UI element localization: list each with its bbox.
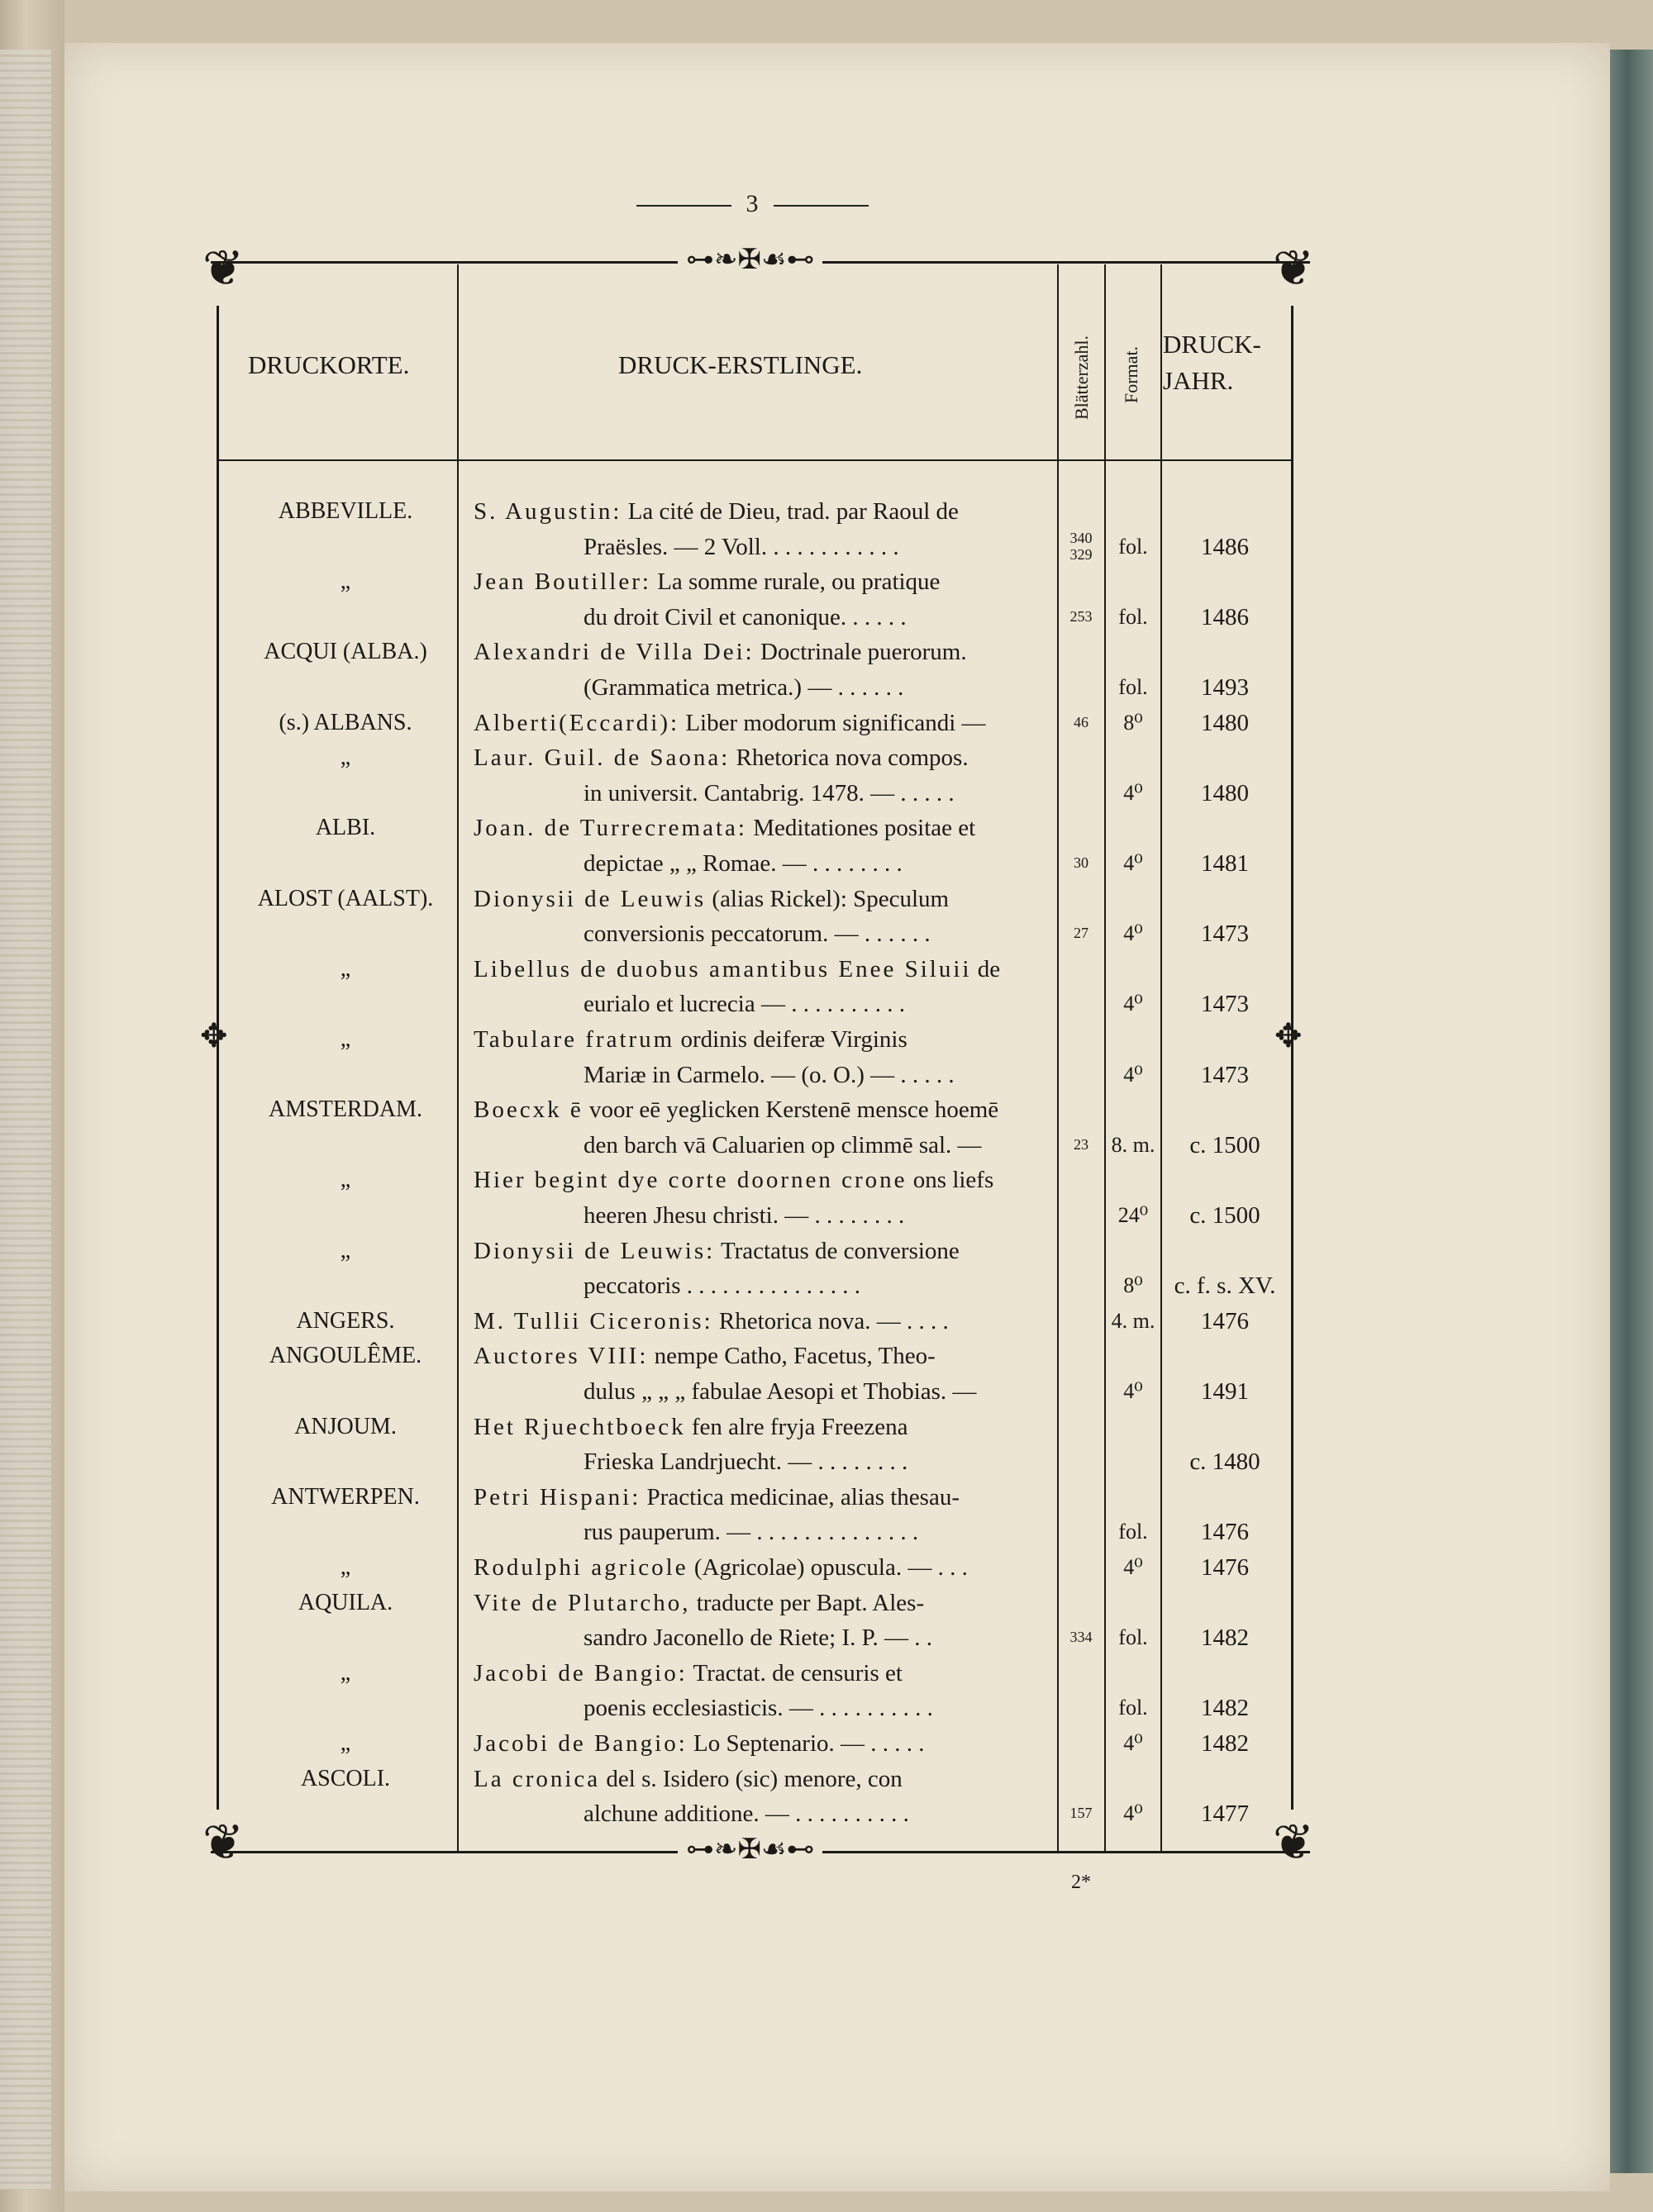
row-place: „ xyxy=(340,568,351,595)
row-author: La cronica xyxy=(474,1765,601,1792)
row-title: La somme rurale, ou pratique xyxy=(657,568,941,596)
row-leaves-value: 30 xyxy=(1074,854,1089,871)
row-title: Rhetorica nova compos. xyxy=(736,744,969,772)
row-format: 4⁰ xyxy=(1123,921,1143,946)
header-druckorte: DRUCKORTE. xyxy=(248,350,410,379)
row-title: voor eē yeglicken Kerstenē mensce hoemē xyxy=(588,1096,999,1124)
row-format: 4⁰ xyxy=(1123,1801,1143,1826)
row-format: fol. xyxy=(1118,1696,1148,1720)
row-leaves-value: 340 xyxy=(1069,529,1093,546)
header-druck-erstlinge: DRUCK-ERSTLINGE. xyxy=(618,350,863,379)
row-leaves-value: 27 xyxy=(1074,925,1089,942)
row-entry xyxy=(474,1586,1056,1620)
row-year: 1486 xyxy=(1201,533,1249,560)
row-title: fen alre fryja Freezena xyxy=(691,1413,908,1440)
row-author: Rodulphi agricole xyxy=(474,1554,688,1581)
row-entry-continued: dulus „ „ „ fabulae Aesopi et Thobias. — xyxy=(584,1378,977,1405)
row-entry xyxy=(474,740,1056,775)
row-leaves xyxy=(1059,1805,1103,1821)
row-place: ACQUI (ALBA.) xyxy=(264,639,427,665)
row-place: „ xyxy=(340,744,351,771)
row-entry xyxy=(474,1656,1056,1691)
row-format: fol. xyxy=(1118,604,1148,629)
row-place: ANGOULÊME. xyxy=(269,1343,422,1369)
row-entry-continued: Mariæ in Carmelo. — (o. O.) — . . . . . xyxy=(584,1061,955,1088)
row-year: 1482 xyxy=(1201,1695,1249,1722)
row-entry xyxy=(474,494,1056,529)
row-place: „ xyxy=(340,955,351,982)
row-entry xyxy=(474,952,1056,987)
row-author: Dionysii de Leuwis: xyxy=(474,1237,716,1264)
row-year: 1493 xyxy=(1201,674,1249,701)
row-entry xyxy=(474,1762,1056,1796)
row-place: AQUILA. xyxy=(298,1589,393,1615)
row-place: ANJOUM. xyxy=(294,1413,397,1439)
row-leaves xyxy=(1059,925,1103,941)
row-year: c. 1480 xyxy=(1189,1449,1260,1476)
row-entry-continued: den barch vā Caluarien op climmē sal. — xyxy=(584,1131,982,1158)
row-entry-continued: conversionis peccatorum. — . . . . . . xyxy=(584,920,931,948)
row-year: 1486 xyxy=(1201,603,1249,630)
row-title: ons liefs xyxy=(912,1167,994,1194)
row-entry xyxy=(474,1163,1056,1197)
row-entry-continued: rus pauperum. — . . . . . . . . . . . . . . xyxy=(584,1519,919,1546)
row-author: Dionysii de Leuwis xyxy=(474,885,707,912)
row-year: 1480 xyxy=(1201,779,1249,806)
row-author: Boecxk ē xyxy=(474,1096,584,1124)
row-entry-continued: Praësles. — 2 Voll. . . . . . . . . . . . xyxy=(584,533,899,560)
row-entry-continued: depictae „ „ Romae. — . . . . . . . . xyxy=(584,850,903,877)
row-leaves xyxy=(1059,714,1103,730)
row-leaves-value: 23 xyxy=(1074,1135,1089,1153)
row-entry-continued: peccatoris . . . . . . . . . . . . . . . xyxy=(584,1272,861,1300)
row-author: Laur. Guil. de Saona: xyxy=(474,744,731,772)
header-format: Format. xyxy=(1121,345,1141,403)
corner-ornament-icon: ❦ xyxy=(202,241,245,296)
row-year: 1482 xyxy=(1201,1730,1249,1757)
row-entry xyxy=(474,1022,1056,1057)
row-place: ABBEVILLE. xyxy=(278,498,413,524)
row-author: S. Augustin: xyxy=(474,498,622,525)
row-year: 1473 xyxy=(1201,1061,1249,1088)
frame-left-rule xyxy=(217,306,219,1810)
row-leaves-value-2: 329 xyxy=(1069,545,1093,563)
side-ornament-icon: ✥ xyxy=(200,1017,228,1054)
row-author: Hier begint dye corte doornen crone xyxy=(474,1167,907,1194)
header-rule xyxy=(217,459,1291,461)
row-place: „ xyxy=(340,1730,351,1756)
row-title: (alias Rickel): Speculum xyxy=(712,885,950,912)
signature-mark: 2* xyxy=(1071,1872,1091,1893)
row-author: Auctores VIII: xyxy=(474,1343,649,1370)
row-title: Tractatus de conversione xyxy=(720,1237,960,1264)
row-entry-continued: eurialo et lucrecia — . . . . . . . . . . xyxy=(584,991,905,1018)
ornament-bottom-icon: ⊶❧✠☙⊷ xyxy=(678,1836,822,1864)
row-author: Joan. de Turrecremata: xyxy=(474,815,747,842)
ornament-top-icon: ⊶❧✠☙⊷ xyxy=(678,246,822,274)
row-title: Meditationes positae et xyxy=(753,815,976,842)
row-format: 24⁰ xyxy=(1117,1203,1149,1227)
row-title: Tractat. de censuris et xyxy=(693,1659,903,1686)
row-title: Liber modorum significandi — xyxy=(685,709,986,736)
row-place: ALBI. xyxy=(315,815,376,841)
row-entry xyxy=(474,635,1056,669)
row-leaves-value: 157 xyxy=(1069,1805,1093,1822)
row-entry-continued: Frieska Landrjuecht. — . . . . . . . . xyxy=(584,1449,908,1476)
row-author: Vite de Plutarcho, xyxy=(474,1589,691,1616)
frame-right-rule xyxy=(1291,306,1293,1810)
row-place: „ xyxy=(340,1167,351,1193)
row-entry-continued: in universit. Cantabrig. 1478. — . . . . . xyxy=(584,779,955,806)
row-author: Jean Boutiller: xyxy=(474,568,651,596)
row-format: 4⁰ xyxy=(1123,1062,1143,1087)
row-author: Jacobi de Bangio: xyxy=(474,1659,688,1686)
row-title: nempe Catho, Facetus, Theo- xyxy=(654,1343,936,1370)
row-place: AMSTERDAM. xyxy=(269,1096,422,1123)
row-entry xyxy=(474,882,1056,916)
row-title: de xyxy=(977,955,1001,982)
row-author: Tabulare fratrum xyxy=(474,1026,675,1053)
row-year: 1473 xyxy=(1201,991,1249,1018)
row-entry xyxy=(474,811,1056,845)
row-title: ordinis deiferæ Virginis xyxy=(680,1026,907,1053)
row-year: c. 1500 xyxy=(1189,1131,1260,1158)
row-place: ANTWERPEN. xyxy=(271,1483,420,1510)
row-place: „ xyxy=(340,1659,351,1686)
row-format: 4. m. xyxy=(1111,1308,1155,1333)
row-place: (s.) ALBANS. xyxy=(279,709,412,735)
row-leaves xyxy=(1059,608,1103,625)
row-format: fol. xyxy=(1118,1625,1148,1650)
row-entry-continued: sandro Jaconello de Riete; I. P. — . . xyxy=(584,1625,933,1652)
row-title: Doctrinale puerorum. xyxy=(760,639,967,666)
row-leaves-value: 334 xyxy=(1069,1629,1093,1646)
row-format: 4⁰ xyxy=(1123,1555,1143,1579)
row-entry xyxy=(474,706,1056,740)
row-title: del s. Isidero (sic) menore, con xyxy=(606,1765,903,1792)
row-year: 1477 xyxy=(1201,1801,1249,1828)
row-year: 1476 xyxy=(1201,1554,1249,1581)
row-entry-continued: heeren Jhesu christi. — . . . . . . . . xyxy=(584,1202,905,1229)
row-format: 8⁰ xyxy=(1123,1273,1143,1298)
row-year: 1473 xyxy=(1201,920,1249,948)
corner-ornament-icon: ❦ xyxy=(1272,1815,1315,1870)
row-place: „ xyxy=(340,1026,351,1052)
row-author: M. Tullii Ciceronis: xyxy=(474,1307,713,1334)
page-number: 3 xyxy=(620,190,884,218)
row-entry xyxy=(474,1092,1056,1127)
row-place: ALOST (AALST). xyxy=(257,885,434,911)
row-format: 8⁰ xyxy=(1123,710,1143,735)
row-entry xyxy=(474,564,1056,599)
row-format: 4⁰ xyxy=(1123,780,1143,805)
binding-cloth-left xyxy=(0,50,51,2190)
row-year: 1481 xyxy=(1201,850,1249,877)
row-place: „ xyxy=(340,1237,351,1263)
row-format: fol. xyxy=(1118,1520,1148,1544)
row-entry xyxy=(474,1234,1056,1268)
row-format: 4⁰ xyxy=(1123,1731,1143,1755)
row-author: Jacobi de Bangio: xyxy=(474,1730,688,1757)
row-place: ASCOLI. xyxy=(300,1765,391,1791)
row-author: Het Rjuechtboeck xyxy=(474,1413,686,1440)
row-leaves xyxy=(1059,1136,1103,1153)
row-year: 1480 xyxy=(1201,709,1249,736)
row-entry-continued: du droit Civil et canonique. . . . . . xyxy=(584,603,907,630)
row-title: Practica medicinae, alias thesau- xyxy=(646,1483,960,1510)
header-blatterzahl: Blätterzahl. xyxy=(1071,335,1092,420)
row-leaves xyxy=(1059,530,1103,563)
row-year: 1482 xyxy=(1201,1625,1249,1652)
row-format: 4⁰ xyxy=(1123,992,1143,1016)
row-entry xyxy=(474,1339,1056,1373)
row-format: 4⁰ xyxy=(1123,1379,1143,1403)
row-title: Rhetorica nova. — . . . . xyxy=(718,1307,949,1334)
row-title: Lo Septenario. — . . . . . xyxy=(693,1730,925,1757)
column-divider xyxy=(1057,264,1059,1851)
header-druckjahr: DRUCK- JAHR. xyxy=(1163,330,1261,395)
row-title: La cité de Dieu, trad. par Raoul de xyxy=(627,498,959,525)
row-title: traducte per Bapt. Ales- xyxy=(696,1589,925,1616)
row-place: ANGERS. xyxy=(296,1307,395,1334)
row-entry-continued: alchune additione. — . . . . . . . . . . xyxy=(584,1801,909,1828)
row-format: 8. m. xyxy=(1111,1132,1155,1157)
corner-ornament-icon: ❦ xyxy=(202,1815,245,1870)
row-format: fol. xyxy=(1118,534,1148,559)
row-title: (Agricolae) opuscula. — . . . xyxy=(693,1554,968,1581)
row-format: 4⁰ xyxy=(1123,851,1143,875)
row-year: c. 1500 xyxy=(1189,1202,1260,1229)
row-format: fol. xyxy=(1118,675,1148,699)
row-leaves xyxy=(1059,854,1103,871)
row-year: 1491 xyxy=(1201,1378,1249,1405)
book-cover-right xyxy=(1610,50,1653,2173)
row-entry xyxy=(474,1480,1056,1515)
row-author: Alberti(Eccardi): xyxy=(474,709,680,736)
row-leaves xyxy=(1059,1629,1103,1645)
row-author: Alexandri de Villa Dei: xyxy=(474,639,755,666)
row-leaves-value: 46 xyxy=(1074,713,1089,730)
side-ornament-icon: ✥ xyxy=(1274,1017,1303,1054)
row-year: c. f. s. XV. xyxy=(1174,1272,1276,1300)
corner-ornament-icon: ❦ xyxy=(1272,241,1315,296)
row-entry-continued: poenis ecclesiasticis. — . . . . . . . . . . xyxy=(584,1695,933,1722)
row-place: „ xyxy=(340,1554,351,1580)
row-entry xyxy=(474,1410,1056,1444)
row-entry xyxy=(474,1304,1056,1339)
row-entry xyxy=(474,1550,1056,1585)
row-entry-continued: (Grammatica metrica.) — . . . . . . xyxy=(584,674,904,701)
row-year: 1476 xyxy=(1201,1519,1249,1546)
row-year: 1476 xyxy=(1201,1307,1249,1334)
row-entry xyxy=(474,1726,1056,1761)
row-leaves-value: 253 xyxy=(1069,607,1093,625)
row-author: Libellus de duobus amantibus Enee Siluii xyxy=(474,955,972,982)
row-author: Petri Hispani: xyxy=(474,1483,641,1510)
